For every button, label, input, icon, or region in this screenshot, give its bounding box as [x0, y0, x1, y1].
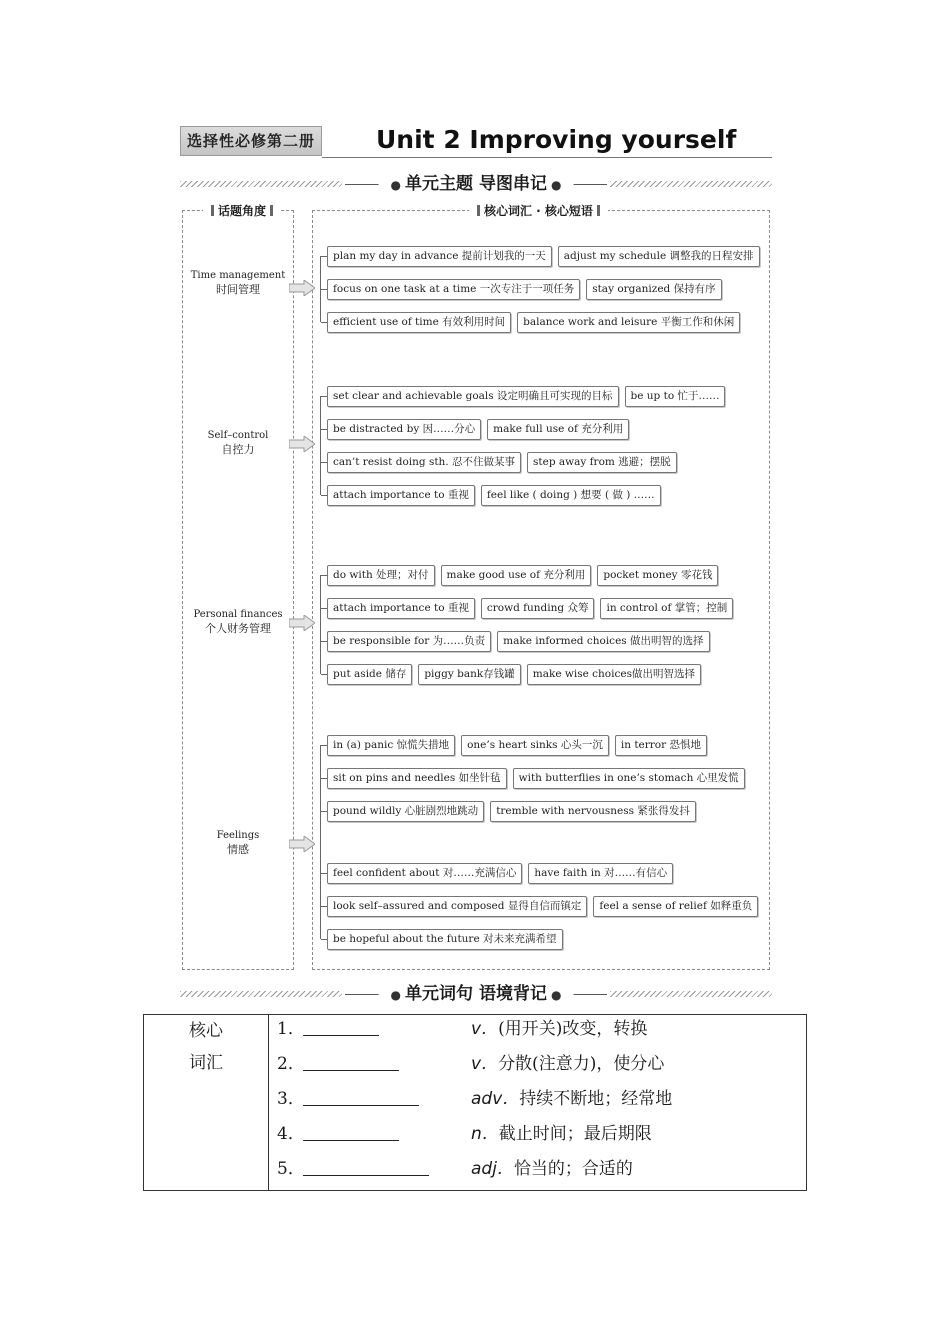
phrase-chip: tremble with nervousness 紧张得发抖 [490, 801, 696, 822]
vocab-label-line: 核心 [189, 1021, 223, 1041]
phrase-chip: look self–assured and composed 显得自信而镇定 [327, 896, 587, 917]
phrase-chip: feel like ( doing ) 想要 ( 做 ) …… [481, 485, 661, 506]
phrase-chip: make good use of 充分利用 [441, 565, 592, 586]
topic-zh: 情感 [227, 843, 249, 856]
phrase-chip: in (a) panic 惊慌失措地 [327, 735, 455, 756]
topic-column [182, 204, 294, 970]
phrase-chip: in control of 掌管；控制 [600, 598, 733, 619]
arrow-right-icon [289, 436, 315, 452]
phrase-chip: make full use of 充分利用 [487, 419, 629, 440]
section-banner-vocab: ● 单元词句 语境背记 ● [180, 982, 772, 1006]
part-of-speech: v． [471, 1054, 499, 1074]
vocab-meaning: 持续不断地；经常地 [519, 1089, 673, 1109]
phrase-chip: have faith in 对……有信心 [528, 863, 673, 884]
vocab-number: 3． [277, 1089, 305, 1109]
book-tag: 选择性必修第二册 [180, 126, 322, 156]
phrase-row [321, 927, 569, 951]
part-of-speech: n． [471, 1124, 499, 1144]
arrow-right-icon [289, 280, 315, 296]
phrase-row [321, 766, 751, 790]
topic-zh: 个人财务管理 [205, 622, 271, 635]
answer-blank[interactable] [303, 1175, 429, 1176]
phrase-row [321, 733, 713, 757]
hatch-decoration [180, 181, 342, 187]
part-of-speech: v． [471, 1019, 499, 1039]
arrow-right-icon [289, 615, 315, 631]
phrase-row [321, 861, 679, 885]
vocab-table [143, 1014, 807, 1191]
phrase-chip: in terror 恐惧地 [615, 735, 707, 756]
phrase-chip: with butterflies in one’s stomach 心里发慌 [513, 768, 745, 789]
answer-blank[interactable] [303, 1105, 419, 1106]
vocab-meaning: 恰当的；合适的 [513, 1159, 633, 1179]
phrase-row [321, 384, 731, 408]
phrase-row [321, 894, 764, 918]
phrase-chip: attach importance to 重视 [327, 598, 475, 619]
phrase-chip: focus on one task at a time 一次专注于一项任务 [327, 279, 580, 300]
vocab-label [144, 1015, 269, 1190]
phrase-group-self-control [320, 389, 720, 501]
phrase-chip: efficient use of time 有效利用时间 [327, 312, 511, 333]
topic-en: Time management [190, 270, 286, 281]
phrase-chip: pound wildly 心脏剧烈地跳动 [327, 801, 484, 822]
phrase-chip: step away from 逃避；摆脱 [527, 452, 677, 473]
banner-title: 单元主题 导图串记 [405, 174, 547, 194]
unit-title: Unit 2 Improving yourself [376, 125, 737, 154]
topic-en: Feelings [216, 830, 260, 841]
topic-en: Self–control [207, 430, 269, 441]
phrase-group-feelings [320, 738, 753, 945]
vocab-meaning: (用开关)改变，转换 [498, 1019, 648, 1039]
phrase-chip: adjust my schedule 调整我的日程安排 [558, 246, 760, 267]
phrase-chip: stay organized 保持有序 [586, 279, 721, 300]
arrow-right-icon [289, 836, 315, 852]
phrase-row [321, 450, 683, 474]
phrase-chip: set clear and achievable goals 设定明确且可实现的目标 [327, 386, 619, 407]
phrase-group-time [320, 249, 754, 328]
vocab-number: 4． [277, 1124, 305, 1144]
topic-personal-finances [183, 608, 293, 636]
phrase-chip: feel a sense of relief 如释重负 [593, 896, 758, 917]
unit-header [180, 122, 772, 158]
phrase-chip: can’t resist doing sth. 忍不住做某事 [327, 452, 521, 473]
phrase-chip: balance work and leisure 平衡工作和休闲 [517, 312, 740, 333]
phrase-row [321, 483, 667, 507]
phrase-row [321, 799, 702, 823]
phrase-row [321, 629, 716, 653]
phrase-chip: make wise choices做出明智选择 [527, 664, 701, 685]
vocab-number: 2． [277, 1054, 305, 1074]
topic-en: Personal finances [193, 609, 283, 620]
hatch-decoration [180, 991, 342, 997]
phrase-chip: put aside 储存 [327, 664, 412, 685]
phrase-chip: do with 处理；对付 [327, 565, 435, 586]
header-rule [322, 157, 772, 158]
vocab-meaning: 分散(注意力)，使分心 [498, 1054, 665, 1074]
phrase-row [321, 244, 766, 268]
part-of-speech: adv． [471, 1089, 520, 1109]
hatch-decoration [610, 181, 772, 187]
phrase-chip: attach importance to 重视 [327, 485, 475, 506]
topic-column-heading: 话题角度 [203, 202, 281, 220]
phrase-chip: make informed choices 做出明智的选择 [497, 631, 709, 652]
phrase-chip: be up to 忙于…… [625, 386, 726, 407]
vocab-number: 1． [277, 1019, 305, 1039]
part-of-speech: adj． [471, 1159, 514, 1179]
phrase-row [321, 596, 739, 620]
answer-blank[interactable] [303, 1140, 399, 1141]
phrase-row [321, 417, 635, 441]
vocab-meaning: 截止时间；最后期限 [498, 1124, 652, 1144]
topic-feelings [183, 829, 293, 857]
phrase-chip: be responsible for 为……负责 [327, 631, 491, 652]
phrase-chip: pocket money 零花钱 [597, 565, 718, 586]
phrase-column-heading: 核心词汇 · 核心短语 [469, 202, 608, 220]
topic-zh: 自控力 [221, 443, 255, 456]
phrase-row [321, 563, 724, 587]
phrase-row [321, 662, 707, 686]
phrase-chip: sit on pins and needles 如坐针毡 [327, 768, 507, 789]
topic-self-control [183, 429, 293, 457]
answer-blank[interactable] [303, 1035, 379, 1036]
phrase-chip: plan my day in advance 提前计划我的一天 [327, 246, 552, 267]
vocab-number: 5． [277, 1159, 305, 1179]
answer-blank[interactable] [303, 1070, 399, 1071]
phrase-row [321, 310, 746, 334]
phrase-chip: be distracted by 因……分心 [327, 419, 481, 440]
vocab-label-line: 词汇 [189, 1053, 223, 1073]
phrase-chip: piggy bank存钱罐 [418, 664, 520, 685]
section-banner-mindmap: ● 单元主题 导图串记 ● [180, 172, 772, 196]
phrase-row [321, 277, 728, 301]
phrase-chip: one’s heart sinks 心头一沉 [461, 735, 609, 756]
phrase-chip: be hopeful about the future 对未来充满希望 [327, 929, 563, 950]
phrase-chip: crowd funding 众筹 [481, 598, 595, 619]
phrase-chip: feel confident about 对……充满信心 [327, 863, 522, 884]
hatch-decoration [610, 991, 772, 997]
phrase-group-finances [320, 568, 728, 680]
banner-title: 单元词句 语境背记 [405, 984, 547, 1004]
topic-zh: 时间管理 [216, 283, 260, 296]
topic-time-management [183, 269, 293, 297]
